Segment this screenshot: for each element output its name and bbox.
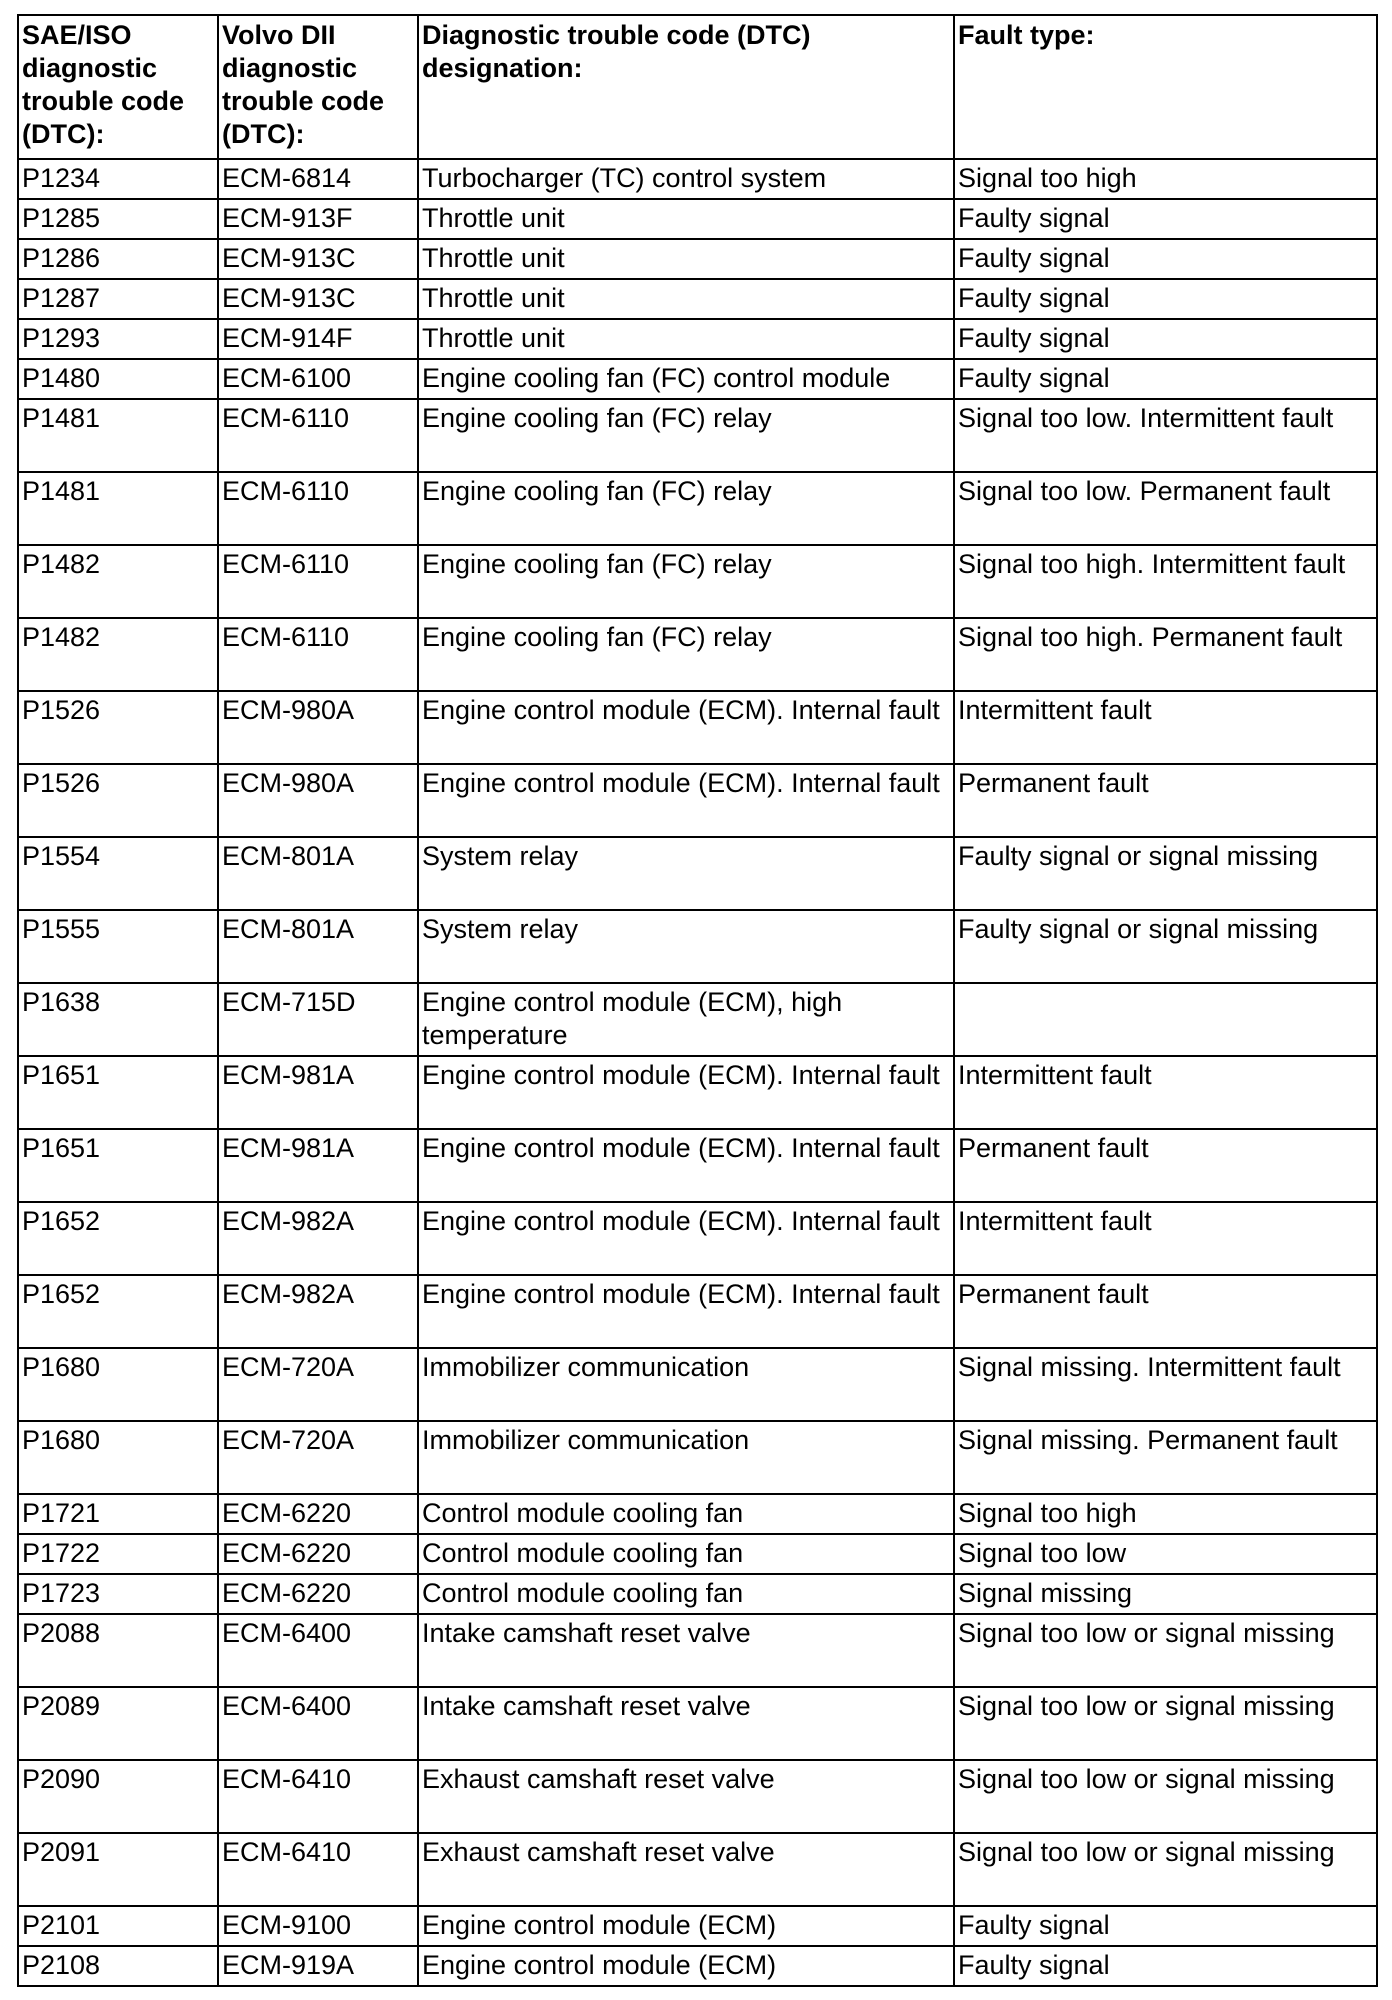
table-row (18, 1534, 1377, 1574)
cell-fault-type: Faulty signal or signal missing (954, 837, 1377, 910)
cell-volvo-dii-dtc: ECM-6410 (218, 1833, 418, 1906)
cell-fault-type: Permanent fault (954, 1275, 1377, 1348)
cell-sae-iso-dtc: P2108 (18, 1946, 218, 1986)
cell-fault-type: Signal too high (954, 159, 1377, 199)
table-row (18, 1760, 1377, 1833)
cell-fault-type: Faulty signal (954, 199, 1377, 239)
cell-volvo-dii-dtc: ECM-720A (218, 1421, 418, 1494)
table-row (18, 691, 1377, 764)
cell-sae-iso-dtc: P1651 (18, 1129, 218, 1202)
table-row (18, 1494, 1377, 1534)
cell-sae-iso-dtc: P1234 (18, 159, 218, 199)
cell-volvo-dii-dtc: ECM-982A (218, 1275, 418, 1348)
cell-volvo-dii-dtc: ECM-6410 (218, 1760, 418, 1833)
cell-volvo-dii-dtc: ECM-6220 (218, 1494, 418, 1534)
cell-volvo-dii-dtc: ECM-9100 (218, 1906, 418, 1946)
cell-sae-iso-dtc: P1651 (18, 1056, 218, 1129)
cell-volvo-dii-dtc: ECM-913C (218, 279, 418, 319)
cell-dtc-designation: Engine cooling fan (FC) relay (418, 472, 954, 545)
cell-volvo-dii-dtc: ECM-6110 (218, 618, 418, 691)
cell-dtc-designation: Exhaust camshaft reset valve (418, 1833, 954, 1906)
table-row (18, 1946, 1377, 1986)
cell-sae-iso-dtc: P2090 (18, 1760, 218, 1833)
header-sae-iso-dtc: SAE/ISO diagnostic trouble code (DTC): (18, 15, 218, 159)
cell-sae-iso-dtc: P2089 (18, 1687, 218, 1760)
cell-sae-iso-dtc: P1723 (18, 1574, 218, 1614)
cell-fault-type: Signal too low. Intermittent fault (954, 399, 1377, 472)
cell-volvo-dii-dtc: ECM-6400 (218, 1614, 418, 1687)
cell-fault-type: Faulty signal or signal missing (954, 910, 1377, 983)
cell-dtc-designation: Engine cooling fan (FC) relay (418, 545, 954, 618)
cell-volvo-dii-dtc: ECM-913F (218, 199, 418, 239)
cell-fault-type: Faulty signal (954, 1946, 1377, 1986)
cell-fault-type: Signal too low. Permanent fault (954, 472, 1377, 545)
cell-volvo-dii-dtc: ECM-6110 (218, 545, 418, 618)
cell-sae-iso-dtc: P1482 (18, 545, 218, 618)
table-row (18, 1421, 1377, 1494)
cell-volvo-dii-dtc: ECM-919A (218, 1946, 418, 1986)
cell-dtc-designation: Throttle unit (418, 239, 954, 279)
cell-sae-iso-dtc: P1287 (18, 279, 218, 319)
cell-fault-type: Signal missing. Intermittent fault (954, 1348, 1377, 1421)
cell-fault-type: Permanent fault (954, 1129, 1377, 1202)
cell-dtc-designation: Control module cooling fan (418, 1534, 954, 1574)
cell-dtc-designation: Immobilizer communication (418, 1421, 954, 1494)
cell-dtc-designation: Intake camshaft reset valve (418, 1614, 954, 1687)
cell-fault-type (954, 983, 1377, 1056)
cell-volvo-dii-dtc: ECM-980A (218, 764, 418, 837)
cell-sae-iso-dtc: P1555 (18, 910, 218, 983)
cell-volvo-dii-dtc: ECM-6220 (218, 1534, 418, 1574)
table-row (18, 764, 1377, 837)
cell-volvo-dii-dtc: ECM-6220 (218, 1574, 418, 1614)
cell-dtc-designation: Immobilizer communication (418, 1348, 954, 1421)
cell-fault-type: Signal too high. Intermittent fault (954, 545, 1377, 618)
cell-dtc-designation: Turbocharger (TC) control system (418, 159, 954, 199)
cell-volvo-dii-dtc: ECM-6100 (218, 359, 418, 399)
cell-sae-iso-dtc: P1652 (18, 1202, 218, 1275)
cell-fault-type: Signal too high. Permanent fault (954, 618, 1377, 691)
table-row (18, 472, 1377, 545)
cell-dtc-designation: Engine control module (ECM). Internal fault (418, 1275, 954, 1348)
table-row (18, 545, 1377, 618)
cell-dtc-designation: Engine control module (ECM). Internal fault (418, 764, 954, 837)
cell-fault-type: Intermittent fault (954, 1056, 1377, 1129)
cell-fault-type: Signal too low or signal missing (954, 1687, 1377, 1760)
cell-fault-type: Faulty signal (954, 1906, 1377, 1946)
table-body (18, 159, 1377, 1986)
header-fault-type: Fault type: (954, 15, 1377, 159)
table-row (18, 159, 1377, 199)
table-row (18, 199, 1377, 239)
cell-fault-type: Faulty signal (954, 319, 1377, 359)
table-row (18, 1833, 1377, 1906)
cell-sae-iso-dtc: P1652 (18, 1275, 218, 1348)
table-row (18, 359, 1377, 399)
cell-volvo-dii-dtc: ECM-715D (218, 983, 418, 1056)
cell-volvo-dii-dtc: ECM-980A (218, 691, 418, 764)
table-header-row (18, 15, 1377, 159)
cell-dtc-designation: Engine control module (ECM). Internal fault (418, 691, 954, 764)
table-row (18, 1348, 1377, 1421)
cell-sae-iso-dtc: P1286 (18, 239, 218, 279)
table-row (18, 1906, 1377, 1946)
cell-fault-type: Signal missing. Permanent fault (954, 1421, 1377, 1494)
cell-sae-iso-dtc: P1680 (18, 1348, 218, 1421)
cell-dtc-designation: Engine control module (ECM) (418, 1906, 954, 1946)
cell-fault-type: Signal too low or signal missing (954, 1614, 1377, 1687)
cell-volvo-dii-dtc: ECM-981A (218, 1056, 418, 1129)
table-row (18, 279, 1377, 319)
cell-dtc-designation: Engine control module (ECM), high temperature (418, 983, 954, 1056)
table-row (18, 319, 1377, 359)
cell-fault-type: Signal too low (954, 1534, 1377, 1574)
cell-sae-iso-dtc: P1480 (18, 359, 218, 399)
cell-volvo-dii-dtc: ECM-801A (218, 837, 418, 910)
cell-dtc-designation: Engine cooling fan (FC) relay (418, 399, 954, 472)
cell-sae-iso-dtc: P2091 (18, 1833, 218, 1906)
cell-volvo-dii-dtc: ECM-913C (218, 239, 418, 279)
cell-volvo-dii-dtc: ECM-6400 (218, 1687, 418, 1760)
cell-sae-iso-dtc: P1722 (18, 1534, 218, 1574)
cell-volvo-dii-dtc: ECM-720A (218, 1348, 418, 1421)
cell-dtc-designation: Engine control module (ECM). Internal fault (418, 1056, 954, 1129)
cell-dtc-designation: Engine control module (ECM) (418, 1946, 954, 1986)
cell-volvo-dii-dtc: ECM-6110 (218, 399, 418, 472)
header-volvo-dii-dtc: Volvo DII diagnostic trouble code (DTC): (218, 15, 418, 159)
table-row (18, 1202, 1377, 1275)
cell-dtc-designation: System relay (418, 837, 954, 910)
cell-sae-iso-dtc: P1638 (18, 983, 218, 1056)
cell-dtc-designation: Engine cooling fan (FC) control module (418, 359, 954, 399)
cell-dtc-designation: System relay (418, 910, 954, 983)
cell-dtc-designation: Exhaust camshaft reset valve (418, 1760, 954, 1833)
cell-volvo-dii-dtc: ECM-981A (218, 1129, 418, 1202)
cell-sae-iso-dtc: P1285 (18, 199, 218, 239)
cell-volvo-dii-dtc: ECM-6814 (218, 159, 418, 199)
cell-dtc-designation: Control module cooling fan (418, 1574, 954, 1614)
cell-sae-iso-dtc: P1481 (18, 399, 218, 472)
dtc-table (17, 14, 1378, 1987)
cell-sae-iso-dtc: P1680 (18, 1421, 218, 1494)
table-row (18, 239, 1377, 279)
cell-dtc-designation: Intake camshaft reset valve (418, 1687, 954, 1760)
header-dtc-designation: Diagnostic trouble code (DTC) designation: (418, 15, 954, 159)
cell-fault-type: Intermittent fault (954, 691, 1377, 764)
cell-sae-iso-dtc: P1721 (18, 1494, 218, 1534)
cell-volvo-dii-dtc: ECM-914F (218, 319, 418, 359)
table-row (18, 837, 1377, 910)
table-row (18, 1056, 1377, 1129)
cell-dtc-designation: Throttle unit (418, 279, 954, 319)
table-row (18, 910, 1377, 983)
table-row (18, 1275, 1377, 1348)
table-row (18, 1687, 1377, 1760)
cell-sae-iso-dtc: P1482 (18, 618, 218, 691)
cell-dtc-designation: Engine cooling fan (FC) relay (418, 618, 954, 691)
cell-sae-iso-dtc: P1526 (18, 764, 218, 837)
cell-sae-iso-dtc: P1481 (18, 472, 218, 545)
cell-dtc-designation: Throttle unit (418, 319, 954, 359)
cell-fault-type: Signal too low or signal missing (954, 1833, 1377, 1906)
cell-dtc-designation: Engine control module (ECM). Internal fault (418, 1129, 954, 1202)
cell-dtc-designation: Throttle unit (418, 199, 954, 239)
cell-sae-iso-dtc: P1554 (18, 837, 218, 910)
cell-fault-type: Intermittent fault (954, 1202, 1377, 1275)
cell-sae-iso-dtc: P1526 (18, 691, 218, 764)
cell-sae-iso-dtc: P1293 (18, 319, 218, 359)
cell-sae-iso-dtc: P2101 (18, 1906, 218, 1946)
cell-fault-type: Signal too low or signal missing (954, 1760, 1377, 1833)
cell-dtc-designation: Engine control module (ECM). Internal fault (418, 1202, 954, 1275)
table-row (18, 1574, 1377, 1614)
table-row (18, 983, 1377, 1056)
cell-volvo-dii-dtc: ECM-982A (218, 1202, 418, 1275)
cell-volvo-dii-dtc: ECM-801A (218, 910, 418, 983)
cell-fault-type: Signal too high (954, 1494, 1377, 1534)
cell-fault-type: Faulty signal (954, 359, 1377, 399)
cell-sae-iso-dtc: P2088 (18, 1614, 218, 1687)
table-row (18, 399, 1377, 472)
cell-fault-type: Faulty signal (954, 239, 1377, 279)
table-row (18, 618, 1377, 691)
table-row (18, 1129, 1377, 1202)
table-row (18, 1614, 1377, 1687)
cell-fault-type: Faulty signal (954, 279, 1377, 319)
cell-fault-type: Permanent fault (954, 764, 1377, 837)
cell-fault-type: Signal missing (954, 1574, 1377, 1614)
cell-volvo-dii-dtc: ECM-6110 (218, 472, 418, 545)
cell-dtc-designation: Control module cooling fan (418, 1494, 954, 1534)
